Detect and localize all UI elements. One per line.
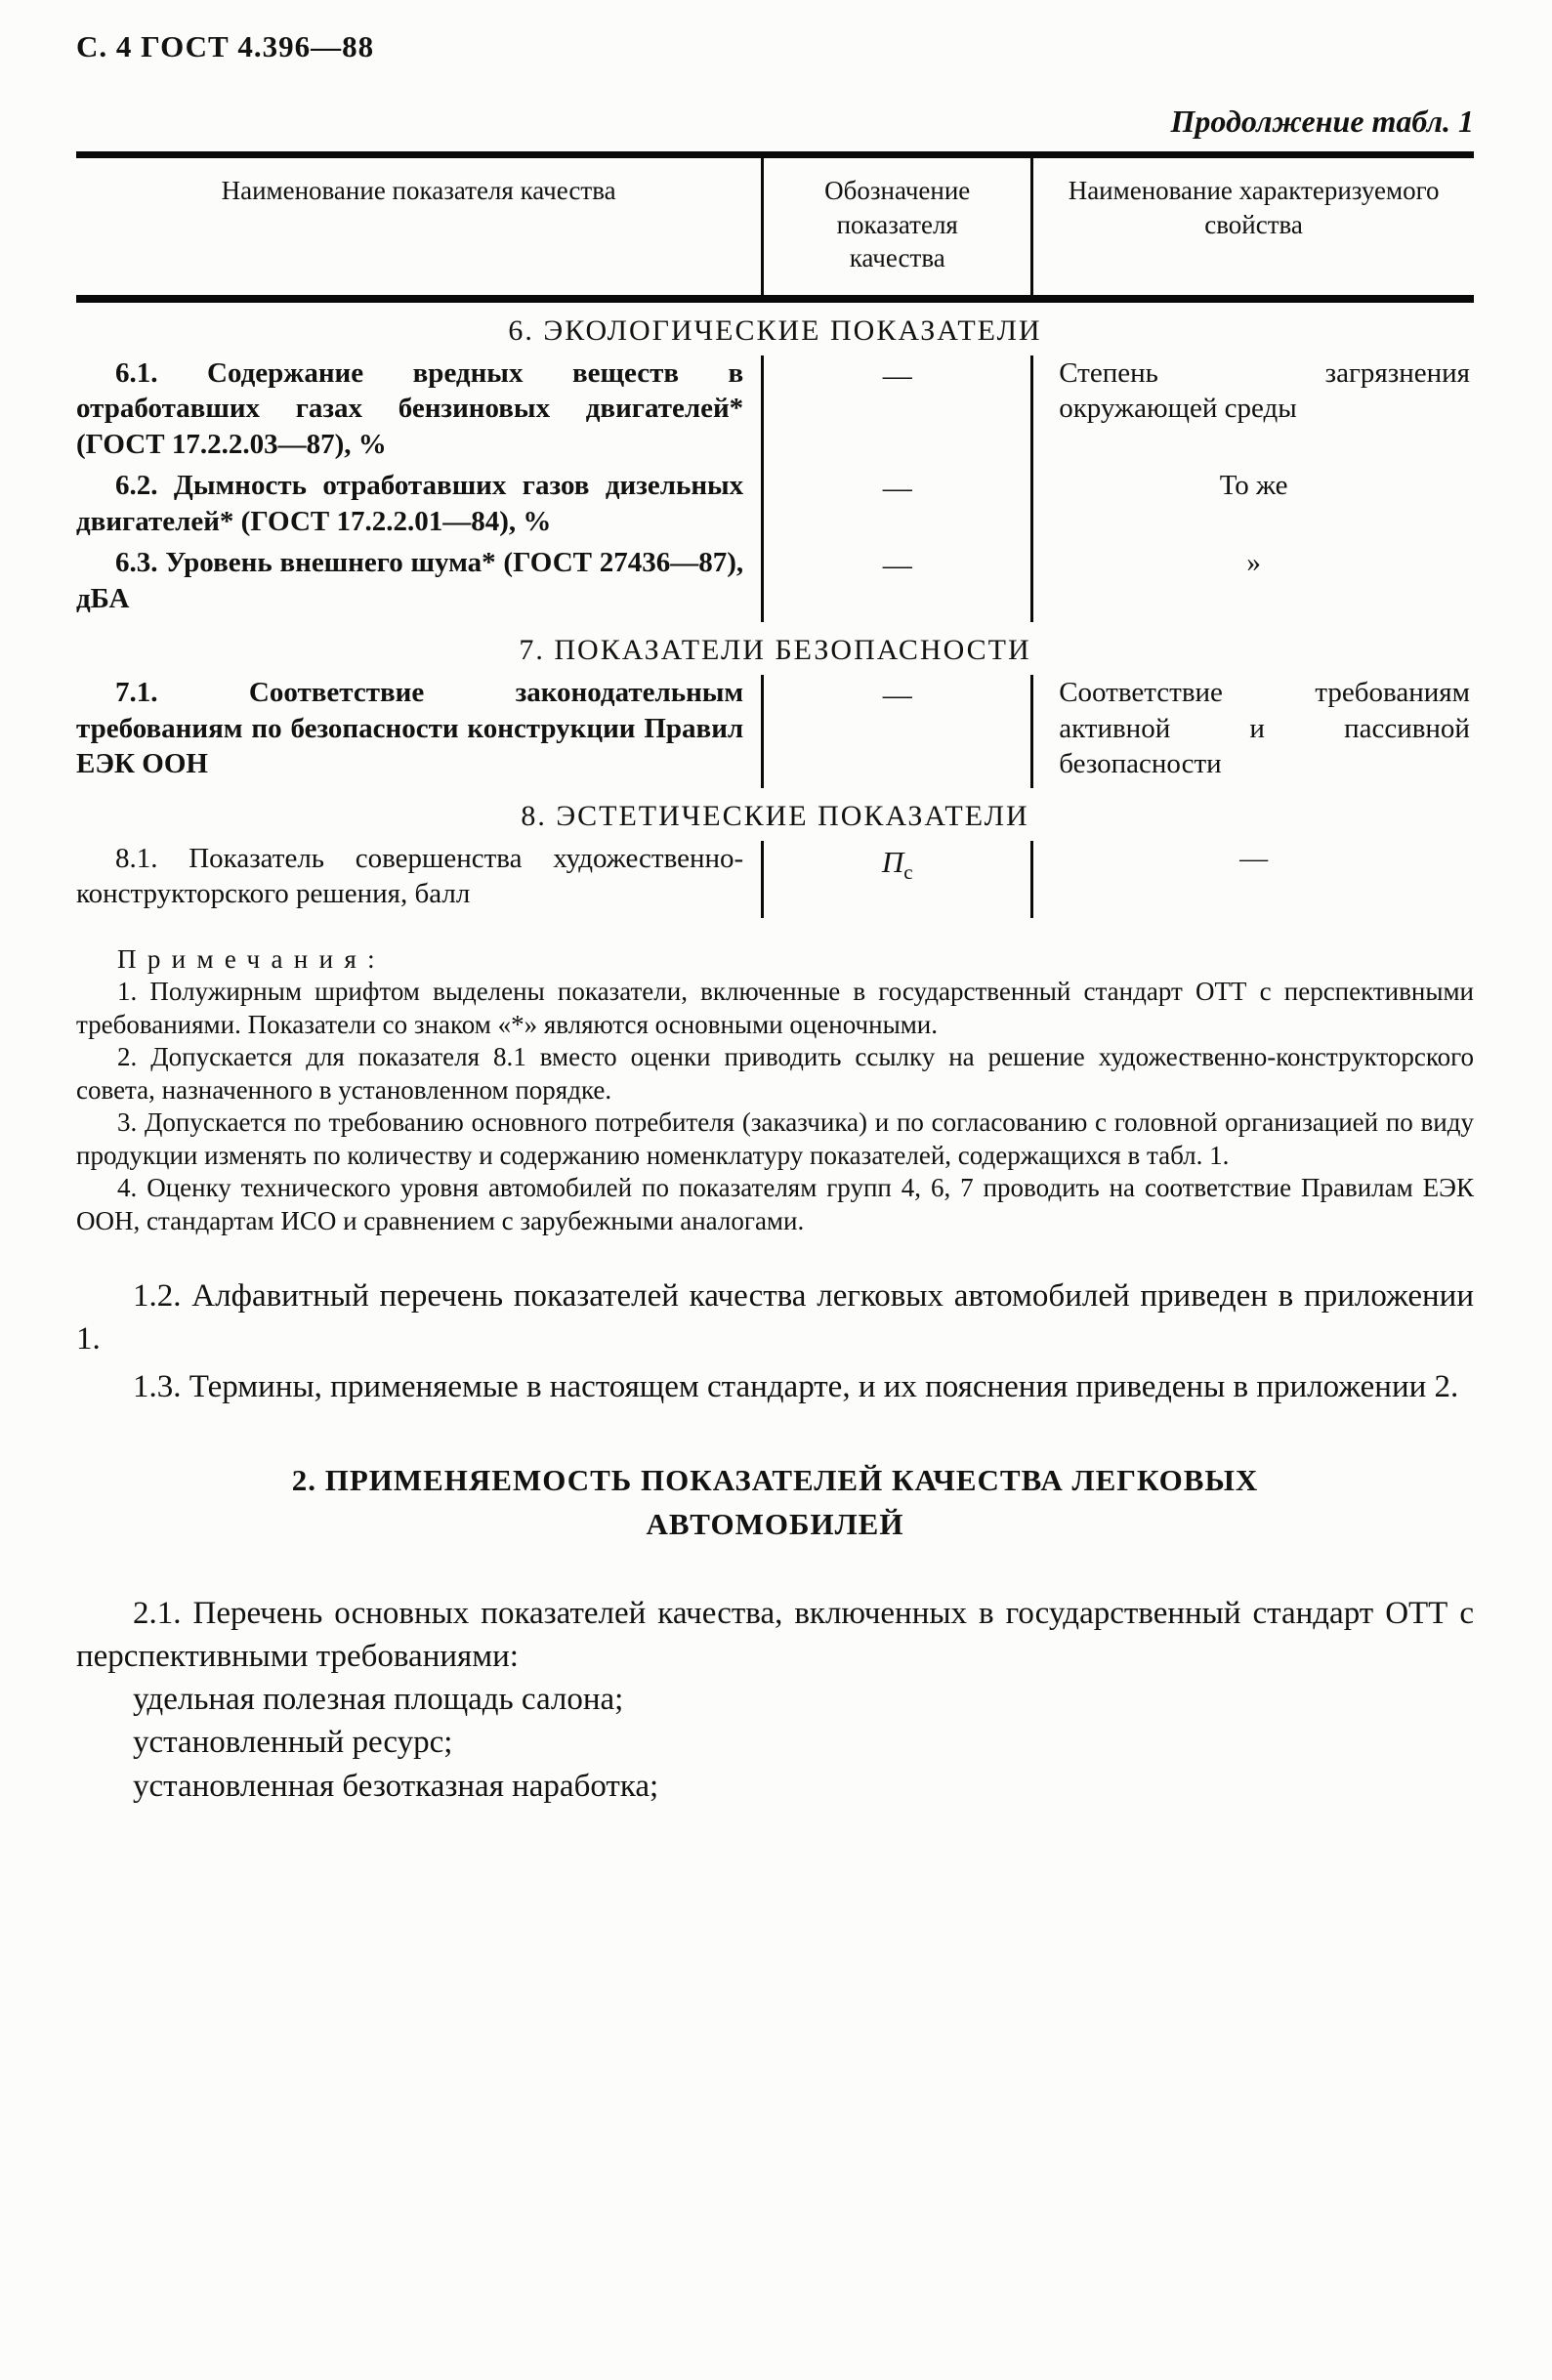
note-1: 1. Полужирным шрифтом выделены показатели, включенные в государственный стандарт ОТТ с перспективными требованиями. Показатели со знаком «*» являются основными оценочными. [76,977,1474,1039]
indicator-name-cell: 6.2. Дымность отработавших газов дизельных двигателей* (ГОСТ 17.2.2.01—84), % [76,470,744,537]
column-header-property-name: Наименование характеризуемого свойства [1068,176,1440,239]
table-caption: Продолжение табл. 1 [1170,104,1474,139]
paragraph-1-2: 1.2. Алфавитный перечень показателей качества легковых автомобилей приведен в приложении 1. [76,1278,1474,1357]
indicator-symbol-cell: — [761,355,1033,469]
note-3: 3. Допускается по требованию основного потребителя (заказчика) и по согласованию с головной организацией по виду продукции изменять по количеству и содержанию номенклатуру показателей, содержащихся в табл. 1. [76,1107,1474,1170]
section-2-heading: 2. ПРИМЕНЯЕМОСТЬ ПОКАЗАТЕЛЕЙ КАЧЕСТВА ЛЕГКОВЫХ АВТОМОБИЛЕЙ [291,1462,1259,1541]
list-item-salon-area: удельная полезная площадь салона; [133,1682,624,1718]
indicator-name-cell: 8.1. Показатель совершенства художественно-конструкторского решения, балл [76,842,744,910]
section-heading-aesthetic: 8. ЭСТЕТИЧЕСКИЕ ПОКАЗАТЕЛИ [521,799,1029,832]
notes-title: Примечания: [117,944,386,975]
indicator-name-cell: 6.1. Содержание вредных веществ в отработавших газах бензиновых двигателей* (ГОСТ 17.2.2.03—87), % [76,356,744,460]
section-rows-aesthetic [76,841,1474,918]
indicator-property-cell: То же [1219,470,1288,502]
symbol-subscript: с [903,859,913,884]
indicator-symbol-cell: — [761,675,1033,788]
notes-block [76,943,1474,1237]
indicator-symbol-cell [761,841,1033,918]
list-item-resource: установленный ресурс; [133,1725,453,1761]
list-item-reliability: установленная безотказная наработка; [133,1768,659,1804]
note-2: 2. Допускается для показателя 8.1 вместо оценки приводить ссылку на решение художественно-конструкторского совета, назначенного в установленном порядке. [76,1042,1474,1105]
column-header-indicator-name: Наименование показателя качества [221,176,616,205]
quality-indicators-table [76,151,1474,918]
page-header: С. 4 ГОСТ 4.396—88 [76,29,375,63]
section-heading-ecological: 6. ЭКОЛОГИЧЕСКИЕ ПОКАЗАТЕЛИ [508,313,1042,347]
indicator-name-cell: 7.1. Соответствие законодательным требованиям по безопасности конструкции Правил ЕЭК ООН [76,677,744,780]
indicator-name-cell: 6.3. Уровень внешнего шума* (ГОСТ 27436—87), дБА [76,547,744,614]
table-header-row [76,158,1474,303]
section-rows-ecological [76,355,1474,623]
indicator-property-cell: — [1239,842,1269,874]
symbol-letter: П [881,844,904,879]
section-heading-safety: 7. ПОКАЗАТЕЛИ БЕЗОПАСНОСТИ [519,634,1031,667]
indicator-property-cell: Соответствие требованиям активной и пассивной безопасности [1059,677,1470,780]
indicator-symbol-cell: — [761,468,1033,545]
section-rows-safety [76,675,1474,788]
paragraph-1-3: 1.3. Термины, применяемые в настоящем стандарте, и их пояснения приведены в приложении 2. [133,1368,1459,1404]
column-header-indicator-symbol: Обозначение показателя качества [761,158,1033,295]
indicator-symbol-cell: — [761,545,1033,622]
indicator-property-cell: Степень загрязнения окружающей среды [1059,356,1470,425]
note-4: 4. Оценку технического уровня автомобилей по показателям групп 4, 6, 7 проводить на соответствие Правилам ЕЭК ООН, стандартам ИСО и сравнением с зарубежными аналогами. [76,1173,1474,1235]
indicator-property-cell: » [1246,547,1261,579]
paragraph-2-1: 2.1. Перечень основных показателей качества, включенных в государственный стандарт ОТТ с перспективными требованиями: [76,1595,1474,1674]
